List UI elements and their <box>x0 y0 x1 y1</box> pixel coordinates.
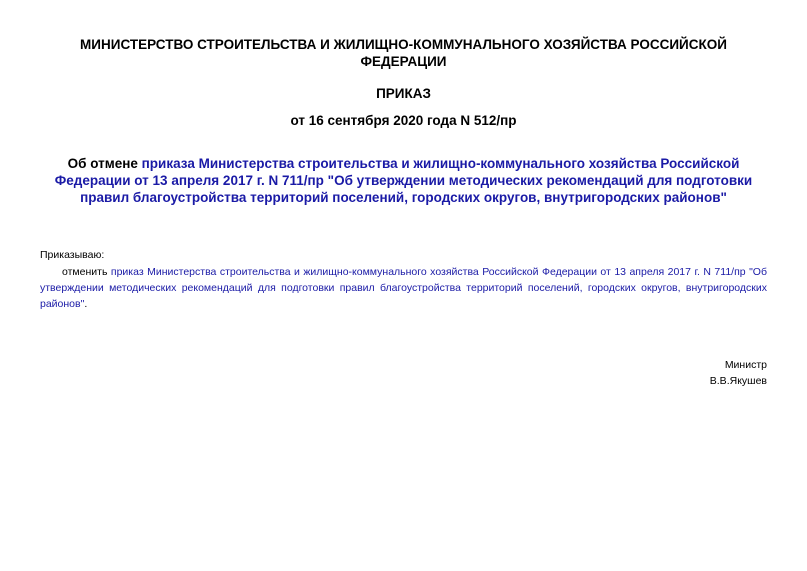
subject-prefix: Об отмене <box>67 156 142 171</box>
subject-reference-link[interactable]: приказа Министерства строительства и жилищно-коммунального хозяйства Российской Федерации от 13 апреля 2017 г. N 711/пр "Об утверждении методических рекомендаций для подготовки правил благоустройства территорий поселений, городских округов, внутригородских районов" <box>54 156 753 205</box>
document-date-number: от 16 сентября 2020 года N 512/пр <box>290 113 517 128</box>
signatory-position: Министр <box>724 359 767 371</box>
signatory-name: В.В.Якушев <box>709 375 767 387</box>
body-prefix: отменить <box>62 266 111 278</box>
document-type-heading: ПРИКАЗ <box>376 86 431 101</box>
ministry-heading: МИНИСТЕРСТВО СТРОИТЕЛЬСТВА И ЖИЛИЩНО-КОММУНАЛЬНОГО ХОЗЯЙСТВА РОССИЙСКОЙ ФЕДЕРАЦИИ <box>80 37 727 69</box>
body-reference-link[interactable]: приказ Министерства строительства и жилищно-коммунального хозяйства Российской Федерации от 13 апреля 2017 г. N 711/пр "Об утверждении методических рекомендаций для подготовки правил благоустройства территорий поселений, городских округов, внутригородских районов" <box>40 266 767 310</box>
decree-label: Приказываю: <box>40 249 105 261</box>
signature-block <box>710 357 767 389</box>
body-suffix: . <box>84 298 88 310</box>
document-subject <box>50 155 757 206</box>
body-paragraph <box>40 264 767 312</box>
